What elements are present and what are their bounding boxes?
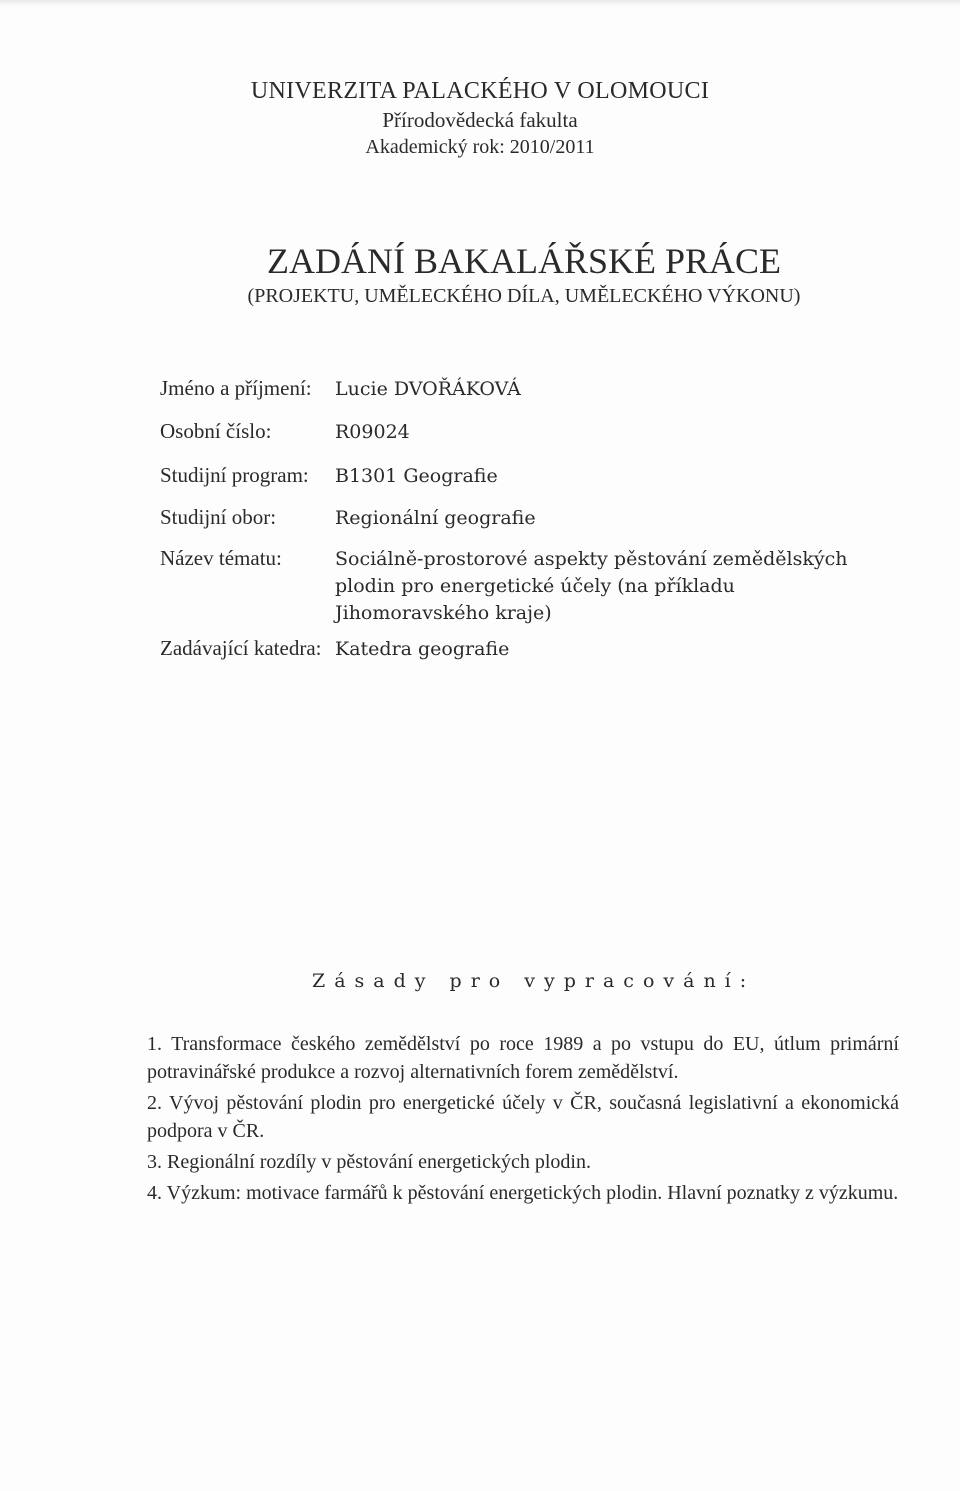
faculty-name: Přírodovědecká fakulta (382, 108, 578, 132)
study-program-value: B1301 Geografie (335, 465, 498, 487)
university-name: UNIVERZITA PALACKÉHO V OLOMOUCI (250, 78, 710, 104)
document-subtitle: (PROJEKTU, UMĚLECKÉHO DÍLA, UMĚLECKÉHO VÝKONU) (247, 285, 801, 307)
name-label: Jméno a příjmení: (160, 376, 312, 400)
department-value: Katedra geografie (335, 638, 510, 660)
study-field-value: Regionální geografie (335, 507, 536, 529)
principle-item-1: 1. Transformace českého zemědělství po roce 1989 a po vstupu do EU, útlum primární potravinářské produkce a rozvoj alternativních forem zemědělství. (147, 1033, 899, 1083)
principle-item-4: 4. Výzkum: motivace farmářů k pěstování energetických plodin. Hlavní poznatky z výzkumu. (147, 1182, 899, 1204)
study-program-label: Studijní program: (160, 463, 309, 487)
topic-value: Sociálně-prostorové aspekty pěstování zemědělských plodin pro energetické účely (na příkladu Jihomoravského kraje) (335, 548, 848, 624)
principles-list (147, 1030, 899, 1210)
document-title: ZADÁNÍ BAKALÁŘSKÉ PRÁCE (266, 241, 782, 281)
academic-year: Akademický rok: 2010/2011 (365, 136, 595, 158)
name-value: Lucie DVOŘÁKOVÁ (335, 378, 521, 400)
personal-number-value: R09024 (335, 421, 410, 443)
personal-number-label: Osobní číslo: (160, 419, 272, 443)
principle-item-3: 3. Regionální rozdíly v pěstování energetických plodin. (147, 1151, 591, 1173)
principles-heading: Zásady pro vypracování: (312, 970, 756, 992)
topic-label: Název tématu: (160, 546, 282, 570)
page-edge (0, 0, 960, 6)
principle-item-2: 2. Vývoj pěstování plodin pro energetické účely v ČR, současná legislativní a ekonomická podpora v ČR. (147, 1092, 899, 1142)
study-field-label: Studijní obor: (160, 505, 277, 529)
department-label: Zadávající katedra: (160, 636, 322, 660)
